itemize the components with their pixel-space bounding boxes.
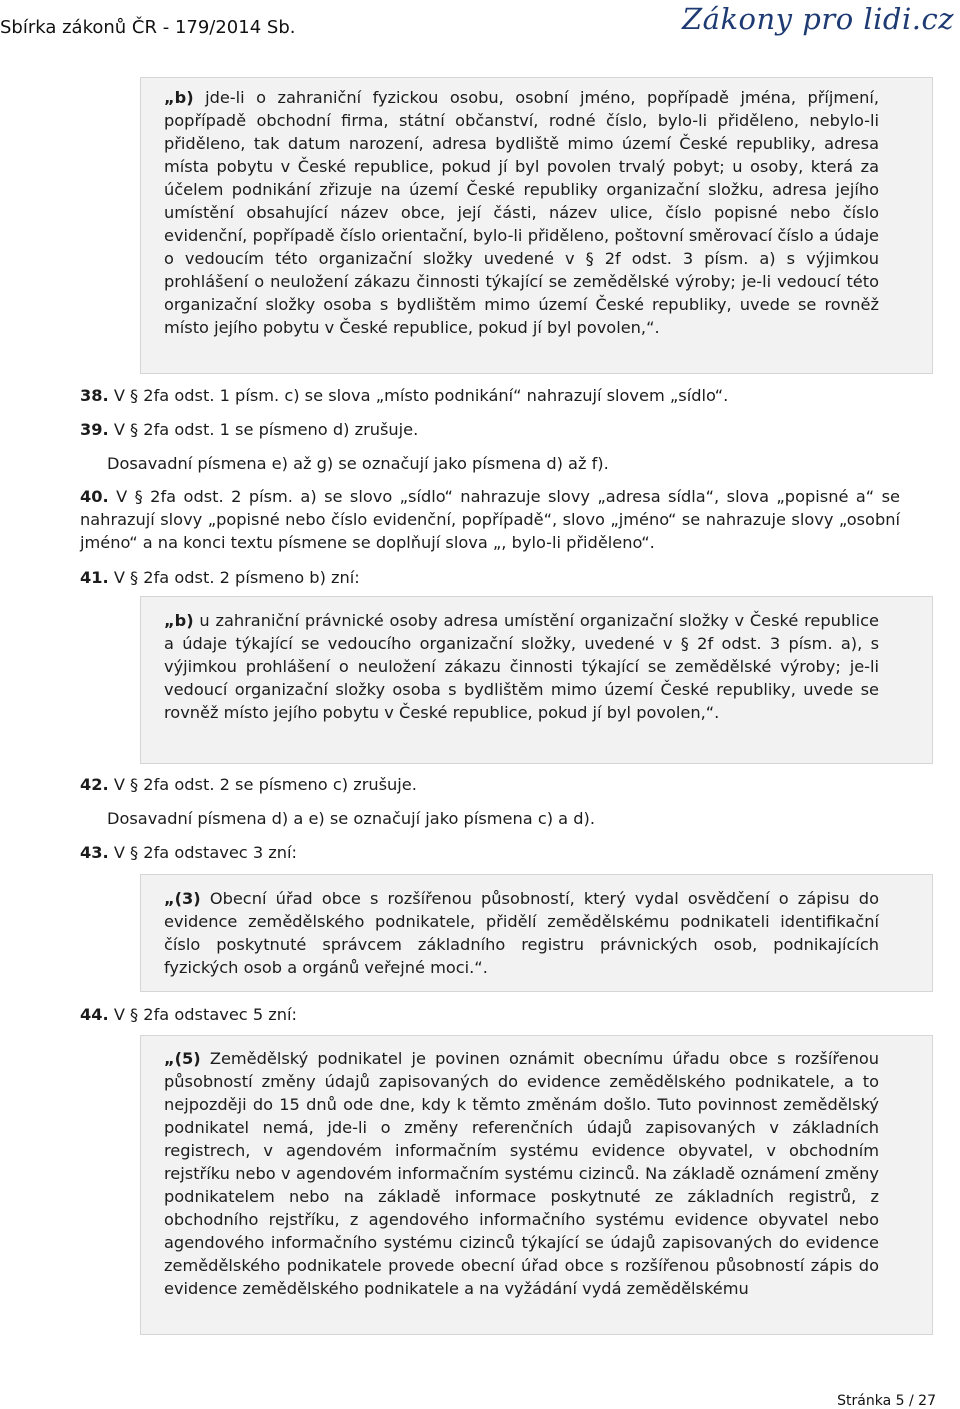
quoted-paragraph [141, 609, 879, 724]
item-text: V § 2fa odst. 1 písm. c) se slova „místo podnikání“ nahrazují slovem „sídlo“. [108, 386, 729, 405]
paragraph-text: jde-li o zahraniční fyzickou osobu, osobní jméno, popřípadě jména, příjmení, popřípadě obchodní firma, státní občanství, rodné číslo, bylo-li přiděleno, nebylo-li přiděleno, tak datum narození, adresa bydliště mimo území České republiky, adresa místa pobytu v České republice, pokud jí byl povolen trvalý pobyt; u osoby, která za účelem podnikání zřizuje na území České republiky organizační složku, adresa jejího umístění obsahující název obce, její části, název ulice, číslo popisné nebo číslo evidenční, popřípadě číslo orientační, bylo-li přiděleno, poštovní směrovací číslo a údaje o vedoucím této organizační složky uvedené v § 2f odst. 3 písm. a) s výjimkou prohlášení o neuložení zákazu činnosti týkající se zemědělské výroby; je-li vedoucí této organizační složky osoba s bydlištěm mimo území České republiky, uvede se rovněž místo jejího pobytu v České republice, pokud jí byl povolen,“. [164, 88, 879, 337]
paragraph-text: u zahraniční právnické osoby adresa umístění organizační složky v České republice a údaje týkající se vedoucího organizační složky, uvedené v § 2f odst. 3 písm. a), s výjimkou prohlášení o neuložení zákazu činnosti týkající se zemědělské výroby; je-li vedoucí organizační složky osoba s bydlištěm mimo území České republiky, uvede se rovněž místo jejího pobytu v České republice, pokud jí byl povolen,“. [164, 611, 879, 722]
quoted-paragraph [141, 887, 879, 979]
quoted-text-box [140, 874, 933, 992]
paragraph-label: „(3) [164, 889, 201, 908]
amendment-item [80, 773, 900, 796]
site-logo[interactable]: Zákony pro lidi.cz [682, 2, 954, 36]
paragraph-text: Zemědělský podnikatel je povinen oznámit obecnímu úřadu obce s rozšířenou působností změny údajů zapisovaných do evidence zemědělského podnikatele, a to nejpozději do 15 dnů ode dne, kdy k těmto změnám došlo. Tuto povinnost zemědělský podnikatel nemá, jde-li o změny referenčních údajů zapisovaných v základních registrech, v agendovém informačním systému evidence obyvatel, v obchodním rejstříku nebo v agendovém informačním systému cizinců. Na základě oznámení změny podnikatelem nebo na základě informace poskytnuté ze základních registrů, z obchodního rejstříku, z agendového informačního systému evidence obyvatel nebo agendového informačního systému cizinců týkající se údajů zapisovaných do evidence zemědělského podnikatele provede obecní úřad obce s rozšířenou působností zápis do evidence zemědělského podnikatele a na vyžádání vydá zemědělskému [164, 1049, 879, 1298]
item-text: V § 2fa odstavec 3 zní: [108, 843, 297, 862]
paragraph-label: „b) [164, 611, 194, 630]
item-number: 42. [80, 775, 109, 794]
item-text: V § 2fa odst. 2 písmeno b) zní: [108, 568, 360, 587]
item-text: V § 2fa odst. 2 se písmeno c) zrušuje. [108, 775, 417, 794]
amendment-item [80, 418, 900, 441]
quoted-paragraph [141, 1047, 879, 1300]
paragraph-text: Obecní úřad obce s rozšířenou působností, který vydal osvědčení o zápisu do evidence zemědělského podnikatele, přidělí zemědělskému podnikateli identifikační číslo poskytnuté správcem základního registru právnických osob, podnikajících fyzických osob a orgánů veřejné moci.“. [164, 889, 879, 977]
item-text: V § 2fa odst. 1 se písmeno d) zrušuje. [108, 420, 419, 439]
amendment-item [80, 485, 900, 554]
item-number: 41. [80, 568, 109, 587]
amendment-item [80, 1003, 900, 1026]
amendment-item [80, 841, 900, 864]
item-text: V § 2fa odst. 2 písm. a) se slovo „sídlo“ nahrazuje slovy „adresa sídla“, slova „popisné a“ se nahrazují slovy „popisné nebo číslo evidenční, popřípadě“, slovo „jméno“ se nahrazuje slovy „osobní jméno“ a na konci textu písmene se doplňují slova „, bylo-li přiděleno“. [80, 487, 900, 552]
item-number: 43. [80, 843, 109, 862]
item-number: 38. [80, 386, 109, 405]
amendment-note: Dosavadní písmena d) a e) se označují jako písmena c) a d). [107, 809, 595, 828]
item-text: V § 2fa odstavec 5 zní: [108, 1005, 297, 1024]
amendment-note: Dosavadní písmena e) až g) se označují jako písmena d) až f). [107, 454, 609, 473]
page-header [0, 0, 960, 50]
quoted-text-box [140, 77, 933, 374]
item-number: 40. [80, 487, 109, 506]
quoted-text-box [140, 1035, 933, 1335]
quoted-paragraph [141, 86, 879, 339]
amendment-item [80, 384, 900, 407]
document-title: Sbírka zákonů ČR - 179/2014 Sb. [0, 17, 296, 38]
paragraph-label: „(5) [164, 1049, 201, 1068]
item-number: 44. [80, 1005, 109, 1024]
quoted-text-box [140, 596, 933, 764]
paragraph-label: „b) [164, 88, 194, 107]
page-number: Stránka 5 / 27 [837, 1393, 936, 1409]
amendment-item [80, 566, 900, 589]
item-number: 39. [80, 420, 109, 439]
